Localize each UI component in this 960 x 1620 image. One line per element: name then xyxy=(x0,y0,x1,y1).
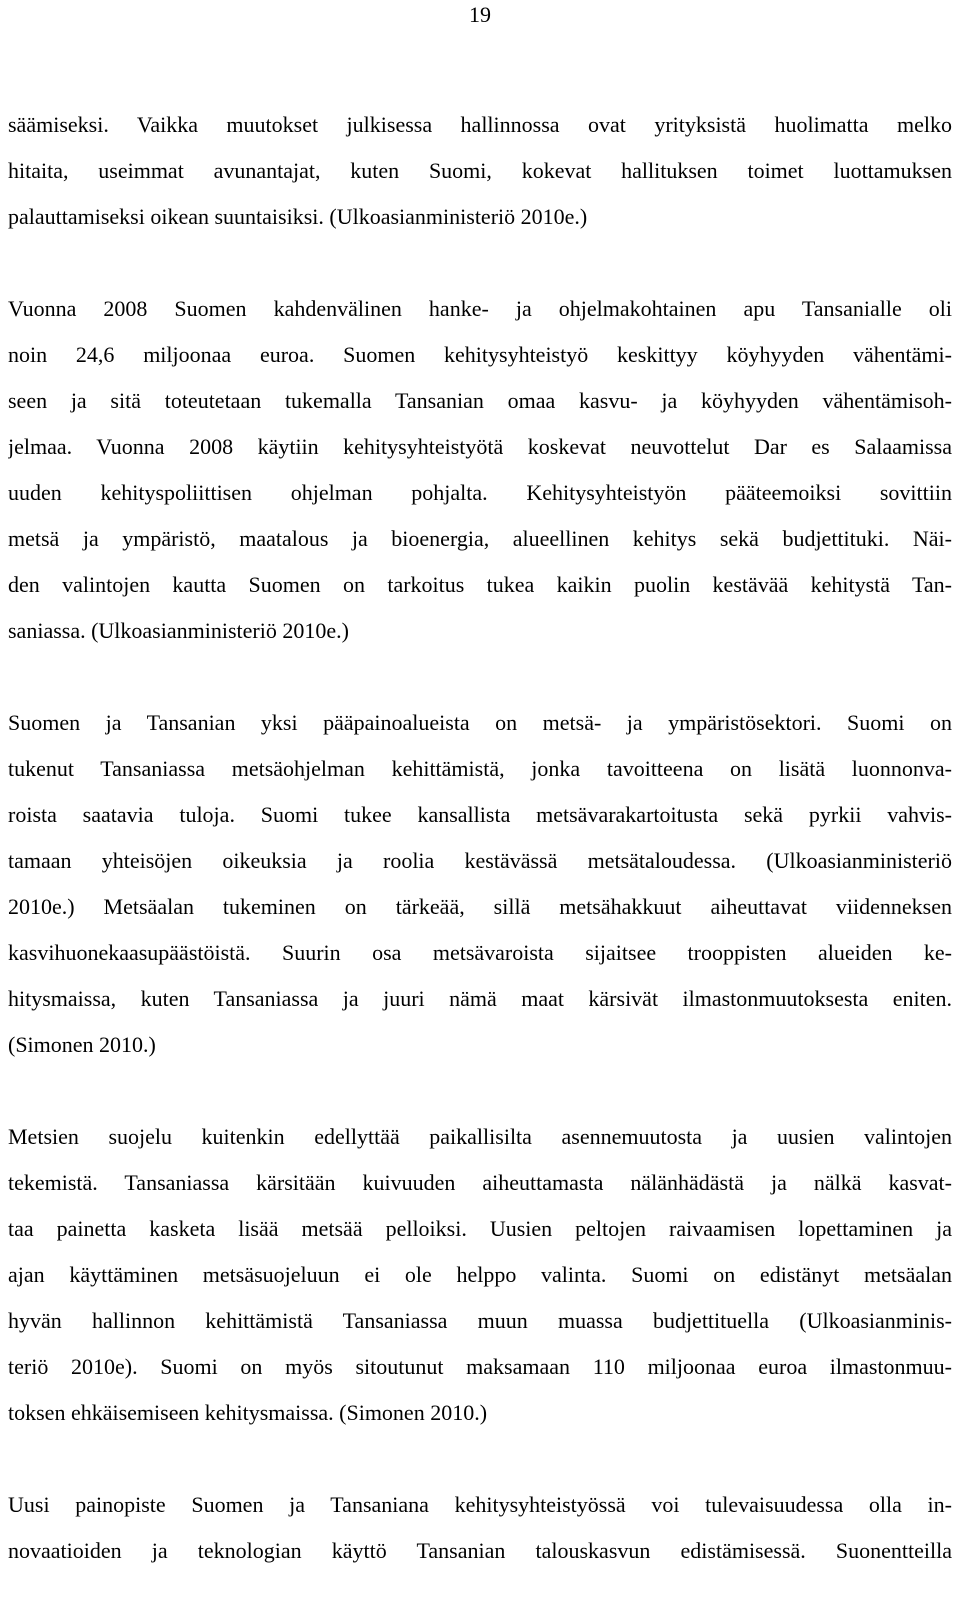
text-line: seen ja sitä toteutetaan tukemalla Tansanian omaa kasvu- ja köyhyyden vähentämisoh- xyxy=(8,388,952,413)
text-line: Vuonna 2008 Suomen kahdenvälinen hanke- ja ohjelmakohtainen apu Tansanialle oli xyxy=(8,296,952,321)
text-line: 2010e.) Metsäalan tukeminen on tärkeää, sillä metsähakkuut aiheuttavat viidenneksen xyxy=(8,894,952,919)
text-line: hitysmaissa, kuten Tansaniassa ja juuri nämä maat kärsivät ilmastonmuutoksesta eniten. xyxy=(8,986,952,1011)
text-line: hyvän hallinnon kehittämistä Tansaniassa muun muassa budjettituella (Ulkoasianminis- xyxy=(8,1308,952,1333)
paragraph xyxy=(8,700,952,1068)
text-line: taa painetta kasketa lisää metsää pelloiksi. Uusien peltojen raivaamisen lopettaminen ja xyxy=(8,1216,952,1241)
text-line: noin 24,6 miljoonaa euroa. Suomen kehitysyhteistyö keskittyy köyhyyden vähentämi- xyxy=(8,342,952,367)
text-line: ajan käyttäminen metsäsuojeluun ei ole helppo valinta. Suomi on edistänyt metsäalan xyxy=(8,1262,952,1287)
document-body xyxy=(8,102,952,1620)
text-line: novaatioiden ja teknologian käyttö Tansanian talouskasvun edistämisessä. Suonentteilla xyxy=(8,1538,952,1563)
text-line: metsä ja ympäristö, maatalous ja bioenergia, alueellinen kehitys sekä budjettituki. Näi- xyxy=(8,526,952,551)
text-line: Suomen ja Tansanian yksi pääpainoalueista on metsä- ja ympäristösektori. Suomi on xyxy=(8,710,952,735)
text-line: tamaan yhteisöjen oikeuksia ja roolia kestävässä metsätaloudessa. (Ulkoasianministeriö xyxy=(8,848,952,873)
text-line: teriö 2010e). Suomi on myös sitoutunut maksamaan 110 miljoonaa euroa ilmastonmuu- xyxy=(8,1354,952,1379)
text-line: tukenut Tansaniassa metsäohjelman kehittämistä, jonka tavoitteena on lisätä luonnonva- xyxy=(8,756,952,781)
text-line: jelmaa. Vuonna 2008 käytiin kehitysyhteistyötä koskevat neuvottelut Dar es Salaamissa xyxy=(8,434,952,459)
text-line: kasvihuonekaasupäästöistä. Suurin osa metsävaroista sijaitsee trooppisten alueiden ke- xyxy=(8,940,952,965)
text-line: palauttamiseksi oikean suuntaisiksi. (Ulkoasianministeriö 2010e.) xyxy=(8,204,588,229)
paragraph xyxy=(8,1482,952,1574)
paragraph xyxy=(8,102,952,240)
text-line: den valintojen kautta Suomen on tarkoitus tukea kaikin puolin kestävää kehitystä Tan- xyxy=(8,572,952,597)
text-line: säämiseksi. Vaikka muutokset julkisessa hallinnossa ovat yrityksistä huolimatta melko xyxy=(8,112,952,137)
text-line: toksen ehkäisemiseen kehitysmaissa. (Simonen 2010.) xyxy=(8,1400,488,1425)
text-line: (Simonen 2010.) xyxy=(8,1032,156,1057)
paragraph xyxy=(8,1114,952,1436)
paragraph xyxy=(8,286,952,654)
text-line: Uusi painopiste Suomen ja Tansaniana kehitysyhteistyössä voi tulevaisuudessa olla in- xyxy=(8,1492,952,1517)
text-line: roista saatavia tuloja. Suomi tukee kansallista metsävarakartoitusta sekä pyrkii vahvis- xyxy=(8,802,952,827)
text-line: Metsien suojelu kuitenkin edellyttää paikallisilta asennemuutosta ja uusien valintojen xyxy=(8,1124,952,1149)
page-number: 19 xyxy=(469,2,491,27)
text-line: uuden kehityspoliittisen ohjelman pohjalta. Kehitysyhteistyön pääteemoiksi sovittiin xyxy=(8,480,952,505)
text-line: tekemistä. Tansaniassa kärsitään kuivuuden aiheuttamasta nälänhädästä ja nälkä kasvat- xyxy=(8,1170,952,1195)
text-line: hitaita, useimmat avunantajat, kuten Suomi, kokevat hallituksen toimet luottamuksen xyxy=(8,158,952,183)
text-line: saniassa. (Ulkoasianministeriö 2010e.) xyxy=(8,618,349,643)
